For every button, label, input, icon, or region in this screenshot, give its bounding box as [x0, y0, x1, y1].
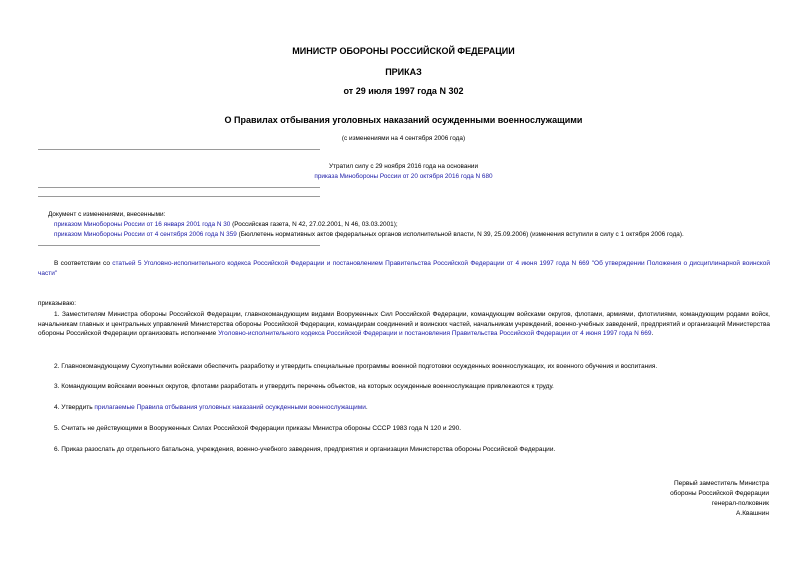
- amendment-1-link[interactable]: приказом Минобороны России от 16 января 2001 года N 30: [54, 221, 231, 228]
- divider-line: [38, 187, 320, 188]
- repeal-order-link[interactable]: приказа Минобороны России от 20 октября 2016 года N 680: [314, 173, 493, 180]
- date-number-heading: от 29 июля 1997 года N 302: [343, 86, 464, 96]
- amendment-item-1: приказом Минобороны России от 16 января 2001 года N 30 (Российская газета, N 42, 27.02.2001, N 46, 03.03.2001);: [54, 221, 398, 228]
- order-item-1: 1. Заместителям Министра обороны Российской Федерации, главнокомандующим видами Вооруженных Сил Российской Федерации, командующим войсками округов, флотами, армиями, флотилиями, командующим родами войск, начальникам главных и центральных управлений Министерства обороны Российской Федерации, командирам соединений и воинских частей, начальникам учреждений, военно-учебных заведений, предприятий и организаций Министерства обороны Российской Федерации организовать исполнение Уголовно-исполнительного кодекса Российской Федерации и постановления Правительства Российской Федерации от 4 июня 1997 года N 669.: [38, 311, 770, 338]
- signature-block: [569, 479, 769, 519]
- amendment-item-2: приказом Минобороны России от 4 сентября 2006 года N 359 (Бюллетень нормативных актов федеральных органов исполнительной власти, N 39, 25.09.2006) (изменения вступили в силу с 1 октября 2006 года).: [54, 231, 684, 238]
- order-item-4-link[interactable]: прилагаемые Правила отбывания уголовных наказаний осужденными военнослужащими: [94, 404, 366, 411]
- order-item-3: 3. Командующим войсками военных округов, флотами разработать и утвердить перечень объектов, на которых осужденные военнослужащие привлекаются к труду.: [54, 383, 554, 390]
- amendment-2-link[interactable]: приказом Минобороны России от 4 сентября 2006 года N 359: [54, 231, 237, 238]
- divider-line: [38, 149, 320, 150]
- signature-name: А.Квашнин: [736, 510, 769, 517]
- document-title: О Правилах отбывания уголовных наказаний осужденными военнослужащими: [224, 115, 583, 125]
- preamble-law-link[interactable]: статьей 5 Уголовно-исполнительного кодекса Российской Федерации и постановлением Правительства Российской Федерации от 4 июня 1997 года N 669 "Об утверждении Положения о дисциплинарной воинской части": [38, 260, 770, 277]
- order-item-6: 6. Приказ разослать до отдельного батальона, учреждения, военно-учебного заведения, предприятия и организации Министерства обороны Российской Федерации.: [54, 446, 556, 453]
- ministry-heading: МИНИСТР ОБОРОНЫ РОССИЙСКОЙ ФЕДЕРАЦИИ: [292, 46, 515, 56]
- order-item-1-link[interactable]: Уголовно-исполнительного кодекса Российской Федерации и постановления Правительства Российской Федерации от 4 июня 1997 года N 669: [218, 330, 652, 338]
- signature-line-2: обороны Российской Федерации: [670, 490, 769, 497]
- order-item-4: 4. Утвердить прилагаемые Правила отбывания уголовных наказаний осужденными военнослужащими.: [54, 404, 368, 411]
- changes-note: (с изменениями на 4 сентября 2006 года): [341, 135, 466, 142]
- order-item-5: 5. Считать не действующими в Вооруженных Силах Российской Федерации приказы Министра обороны СССР 1983 года N 120 и 290.: [54, 425, 462, 432]
- divider-line: [38, 245, 320, 246]
- amendments-intro: Документ с изменениями, внесенными:: [48, 211, 166, 218]
- signature-line-1: Первый заместитель Министра: [673, 480, 769, 487]
- order-word: приказываю:: [38, 300, 76, 307]
- divider-line: [38, 196, 320, 197]
- doc-type-heading: ПРИКАЗ: [385, 67, 422, 77]
- repeal-status-text: Утратил силу с 29 ноября 2016 года на основании: [328, 163, 479, 170]
- signature-line-3: генерал-полковник: [711, 500, 769, 507]
- order-item-2: 2. Главнокомандующему Сухопутными войсками обеспечить разработку и утвердить специальные программы военной подготовки осужденных военнослужащих, их военного обучения и воспитания.: [54, 363, 658, 370]
- preamble-paragraph: В соответствии со статьей 5 Уголовно-исполнительного кодекса Российской Федерации и постановлением Правительства Российской Федерации от 4 июня 1997 года N 669 "Об утверждении Положения о дисциплинарной воинской части": [38, 260, 770, 277]
